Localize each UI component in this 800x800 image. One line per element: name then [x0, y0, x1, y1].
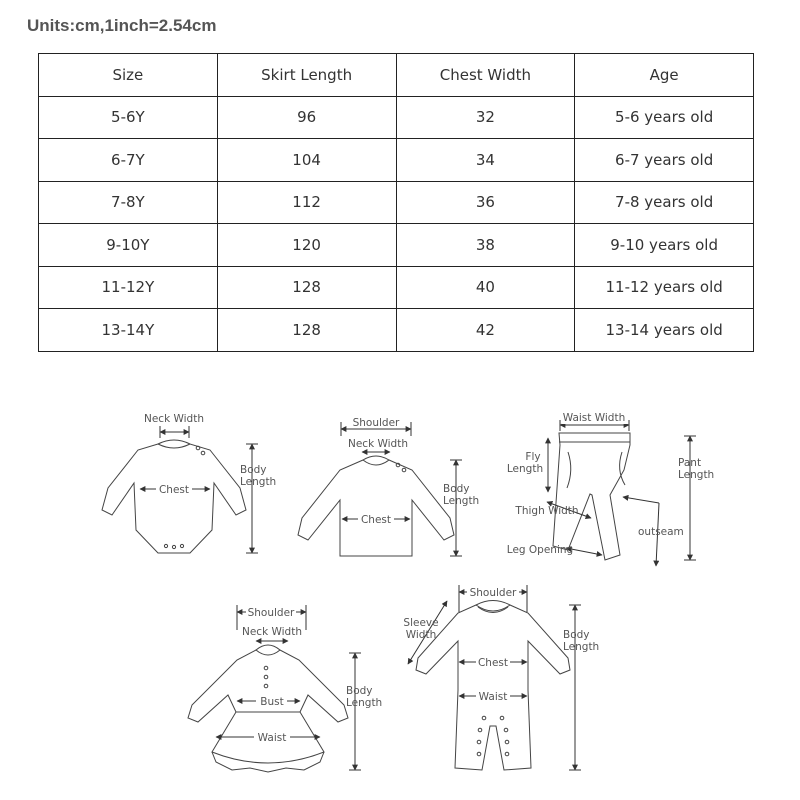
skirt-length-cell: 120	[217, 224, 396, 267]
thigh-width-label: Thigh Width	[515, 505, 579, 517]
chest-width-cell: 36	[396, 181, 575, 224]
body-length-label: Length	[563, 641, 600, 653]
bust-label: Bust	[260, 696, 284, 708]
chest-width-cell: 38	[396, 224, 575, 267]
skirt-length-cell: 112	[217, 181, 396, 224]
size-cell: 5-6Y	[39, 96, 218, 139]
size-cell: 13-14Y	[39, 309, 218, 352]
body-length-label: Body	[563, 629, 590, 641]
age-cell: 6-7 years old	[575, 139, 754, 182]
shoulder-label: Shoulder	[247, 607, 295, 619]
fly-length-label: Fly	[525, 451, 541, 463]
header-cell: Chest Width	[396, 54, 575, 97]
sleeve-width-label: Sleeve	[403, 617, 439, 629]
body-length-label: Body	[240, 464, 267, 476]
chest-width-cell: 34	[396, 139, 575, 182]
romper-diagram	[403, 585, 599, 770]
waist-label: Waist	[257, 732, 287, 744]
size-cell: 9-10Y	[39, 224, 218, 267]
body-length-label: Body	[443, 483, 470, 495]
top-diagram	[298, 415, 479, 556]
size-cell: 11-12Y	[39, 266, 218, 309]
table-row	[39, 96, 754, 139]
pant-length-label: Pant	[678, 457, 702, 469]
table-row	[39, 181, 754, 224]
table-row	[39, 139, 754, 182]
chest-label: Chest	[360, 514, 392, 526]
table-row	[39, 309, 754, 352]
chest-label: Chest	[477, 657, 509, 669]
age-cell: 11-12 years old	[575, 266, 754, 309]
chest-width-cell: 42	[396, 309, 575, 352]
dress-diagram	[188, 605, 382, 772]
body-length-label: Length	[240, 476, 277, 488]
age-cell: 13-14 years old	[575, 309, 754, 352]
skirt-length-cell: 96	[217, 96, 396, 139]
body-length-label: Body	[346, 685, 373, 697]
sleeve-width-label: Width	[405, 629, 437, 641]
table-header-row	[39, 54, 754, 97]
header-cell: Size	[39, 54, 218, 97]
skirt-length-cell: 128	[217, 266, 396, 309]
size-cell: 6-7Y	[39, 139, 218, 182]
neck-width-label: Neck Width	[143, 413, 205, 425]
shoulder-label: Shoulder	[469, 587, 517, 599]
waist-label: Waist	[478, 691, 508, 703]
chest-width-cell: 32	[396, 96, 575, 139]
body-length-label: Length	[443, 495, 480, 507]
neck-width-label: Neck Width	[347, 438, 409, 450]
outseam-label: outseam	[638, 526, 684, 538]
body-length-label: Length	[346, 697, 383, 709]
age-cell: 5-6 years old	[575, 96, 754, 139]
waist-width-label: Waist Width	[562, 412, 626, 424]
pant-length-label: Length	[678, 469, 715, 481]
pants-diagram	[507, 412, 714, 566]
units-note: Units:cm,1inch=2.54cm	[27, 16, 217, 35]
size-cell: 7-8Y	[39, 181, 218, 224]
neck-width-label: Neck Width	[241, 626, 303, 638]
shoulder-label: Shoulder	[352, 417, 400, 429]
chest-width-cell: 40	[396, 266, 575, 309]
fly-length-label: Length	[506, 463, 544, 475]
table-row	[39, 266, 754, 309]
header-cell: Skirt Length	[217, 54, 396, 97]
skirt-length-cell: 128	[217, 309, 396, 352]
table-row	[39, 224, 754, 267]
age-cell: 9-10 years old	[575, 224, 754, 267]
leg-opening-label: Leg Opening	[506, 544, 574, 556]
garment-diagrams	[0, 380, 800, 800]
chest-label: Chest	[158, 484, 190, 496]
skirt-length-cell: 104	[217, 139, 396, 182]
bodysuit-diagram	[102, 413, 276, 553]
size-table	[38, 53, 754, 352]
age-cell: 7-8 years old	[575, 181, 754, 224]
header-cell: Age	[575, 54, 754, 97]
